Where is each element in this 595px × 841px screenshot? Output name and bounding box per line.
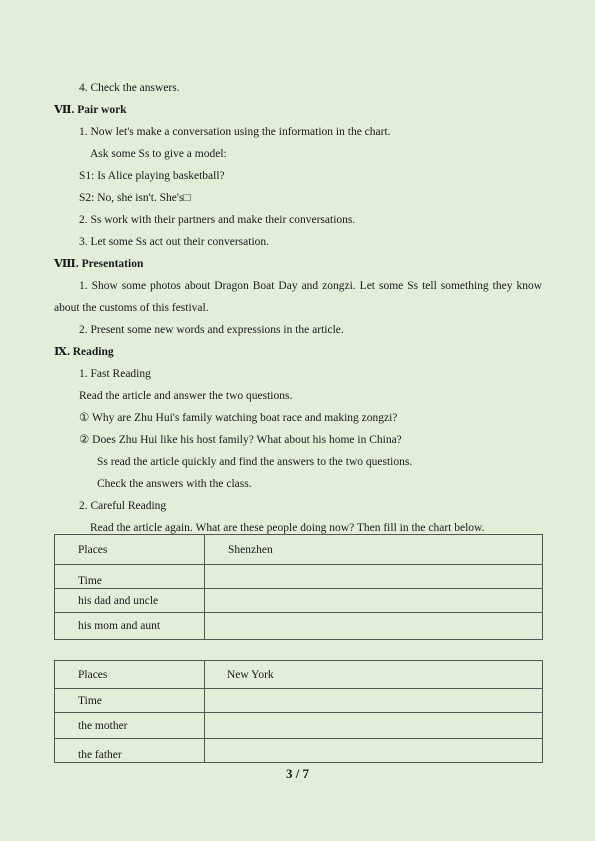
- text-line: 2. Ss work with their partners and make their conversations.: [79, 214, 356, 226]
- chart-table-shenzhen: [54, 534, 543, 640]
- text-line: Ask some Ss to give a model:: [90, 148, 227, 160]
- table-cell: the mother: [55, 713, 205, 739]
- table-cell: Places: [55, 535, 205, 565]
- text-line: 4. Check the answers.: [79, 82, 180, 94]
- text-line: S1: Is Alice playing basketball?: [79, 170, 225, 182]
- table-cell: [205, 565, 543, 589]
- text-line: 3. Let some Ss act out their conversation.: [79, 236, 270, 248]
- table-cell: the father: [55, 739, 205, 763]
- section-heading: Ⅸ. Reading: [54, 346, 114, 358]
- table-row: [55, 739, 543, 763]
- chart-table-new-york: [54, 660, 543, 763]
- table-cell: New York: [205, 661, 543, 689]
- text-line: 2. Present some new words and expressions in the article.: [79, 324, 344, 336]
- table-row: [55, 689, 543, 713]
- section-heading: Ⅶ. Pair work: [54, 104, 127, 116]
- text-line: S2: No, she isn't. She's□: [79, 192, 191, 204]
- page-number: 3 / 7: [285, 766, 310, 781]
- table-row: [55, 661, 543, 689]
- table-row: [55, 613, 543, 640]
- text-line: 2. Careful Reading: [79, 500, 167, 512]
- table-cell: Time: [55, 565, 205, 589]
- table-row: [55, 589, 543, 613]
- table-row: [55, 535, 543, 565]
- table-cell: [205, 739, 543, 763]
- text-line: Read the article again. What are these people doing now? Then fill in the chart below.: [90, 522, 485, 534]
- section-heading: Ⅷ. Presentation: [54, 258, 144, 270]
- text-line: Ss read the article quickly and find the answers to the two questions.: [97, 456, 413, 468]
- table-cell: [205, 613, 543, 640]
- table-cell: his mom and aunt: [55, 613, 205, 640]
- text-line: Read the article and answer the two questions.: [79, 390, 293, 402]
- table-cell: Time: [55, 689, 205, 713]
- table-cell: [205, 689, 543, 713]
- text-line: 1. Now let's make a conversation using the information in the chart.: [79, 126, 391, 138]
- paragraph: 1. Show some photos about Dragon Boat Day and zongzi. Let some Ss tell something they know about the customs of this festival.: [54, 280, 542, 314]
- text-line: ② Does Zhu Hui like his host family? What about his home in China?: [79, 434, 402, 446]
- table-cell: [205, 589, 543, 613]
- table-cell: Places: [55, 661, 205, 689]
- text-line: 1. Fast Reading: [79, 368, 151, 380]
- text-line: ① Why are Zhu Hui's family watching boat race and making zongzi?: [79, 412, 398, 424]
- table-cell: [205, 713, 543, 739]
- table-cell: his dad and uncle: [55, 589, 205, 613]
- text-line: Check the answers with the class.: [97, 478, 252, 490]
- table-row: [55, 713, 543, 739]
- table-cell: Shenzhen: [205, 535, 543, 565]
- table-row: [55, 565, 543, 589]
